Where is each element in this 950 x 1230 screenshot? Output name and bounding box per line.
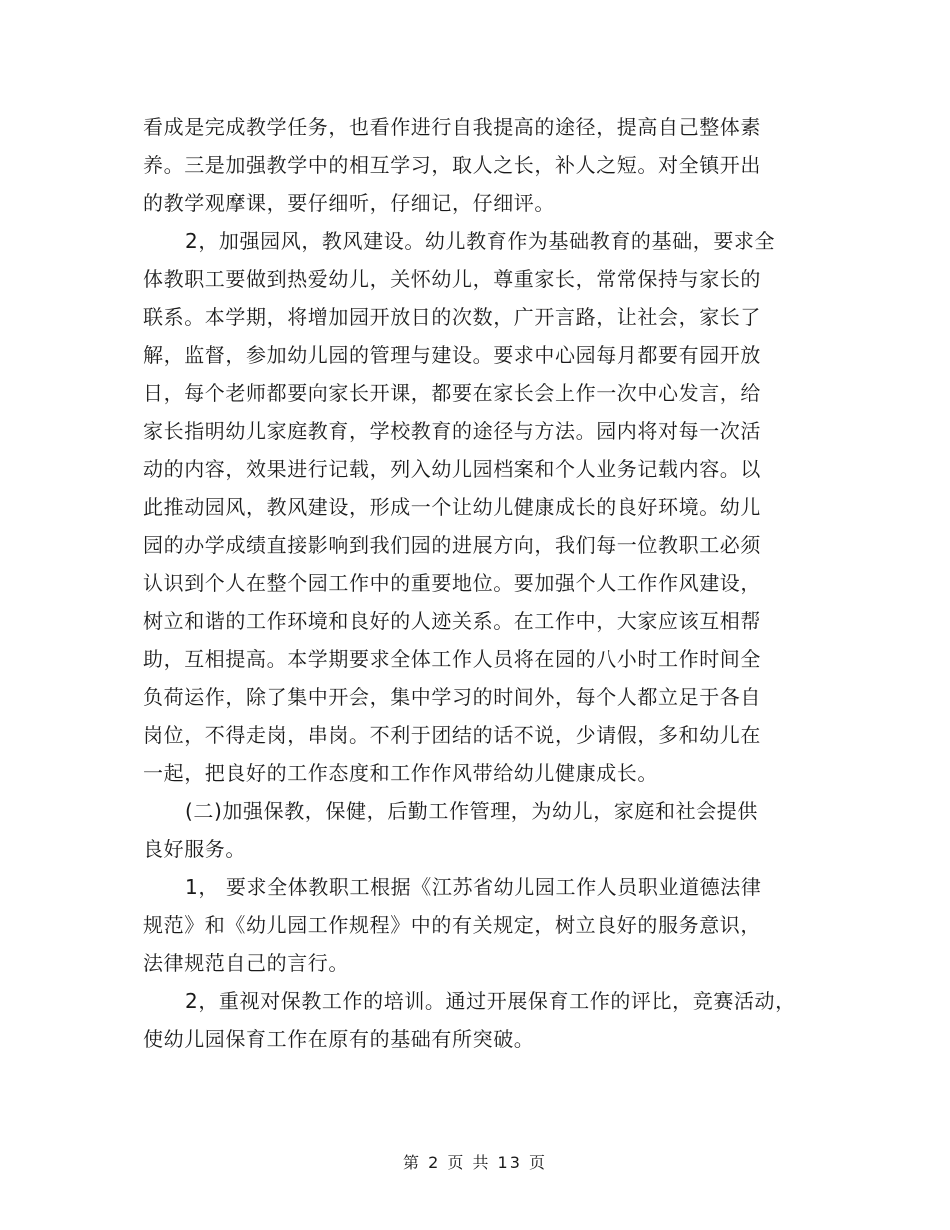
text-line: 认识到个人在整个园工作中的重要地位。要加强个人工作作风建设， [143, 571, 761, 595]
text-line: 动的内容，效果进行记载，列入幼儿园档案和个人业务记载内容。以 [143, 457, 761, 481]
paragraph-start-line: 1， 要求全体教职工根据《江苏省幼儿园工作人员职业道德法律 [185, 875, 762, 899]
body-text [143, 108, 833, 1058]
text-line: 家长指明幼儿家庭教育，学校教育的途径与方法。园内将对每一次活 [143, 419, 761, 443]
paragraph-start-line: 2，重视对保教工作的培训。通过开展保育工作的评比，竞赛活动， [185, 989, 796, 1013]
text-line: 负荷运作，除了集中开会，集中学习的时间外，每个人都立足于各自 [143, 685, 761, 709]
text-line: 助，互相提高。本学期要求全体工作人员将在园的八小时工作时间全 [143, 647, 761, 671]
text-line: 岗位，不得走岗，串岗。不利于团结的话不说，少请假，多和幼儿在 [143, 723, 761, 747]
text-line: 看成是完成教学任务，也看作进行自我提高的途径，提高自己整体素 [143, 115, 761, 139]
page-number-footer: 第 2 页 共 13 页 [403, 1153, 547, 1172]
text-line: 一起，把良好的工作态度和工作作风带给幼儿健康成长。 [143, 761, 658, 785]
paragraph-start-line: 2，加强园风，教风建设。幼儿教育作为基础教育的基础，要求全 [185, 229, 776, 253]
text-line: 良好服务。 [143, 837, 246, 861]
text-line: 的教学观摩课，要仔细听，仔细记，仔细评。 [143, 191, 555, 215]
text-line: 此推动园风，教风建设，形成一个让幼儿健康成长的良好环境。幼儿 [143, 495, 761, 519]
text-line: 解，监督，参加幼儿园的管理与建设。要求中心园每月都要有园开放 [143, 343, 761, 367]
text-line: 联系。本学期，将增加园开放日的次数，广开言路，让社会，家长了 [143, 305, 761, 329]
text-line: 养。三是加强教学中的相互学习，取人之长，补人之短。对全镇开出 [143, 153, 761, 177]
section-heading-line: (二)加强保教，保健，后勤工作管理，为幼儿，家庭和社会提供 [185, 799, 759, 823]
text-line: 法律规范自己的言行。 [143, 951, 349, 975]
text-line: 树立和谐的工作环境和良好的人迹关系。在工作中，大家应该互相帮 [143, 609, 761, 633]
text-line: 园的办学成绩直接影响到我们园的进展方向，我们每一位教职工必须 [143, 533, 761, 557]
text-line: 体教职工要做到热爱幼儿，关怀幼儿，尊重家长，常常保持与家长的 [143, 267, 761, 291]
text-line: 规范》和《幼儿园工作规程》中的有关规定，树立良好的服务意识， [143, 913, 761, 937]
text-line: 使幼儿园保育工作在原有的基础有所突破。 [143, 1027, 535, 1051]
text-line: 日，每个老师都要向家长开课，都要在家长会上作一次中心发言，给 [143, 381, 761, 405]
